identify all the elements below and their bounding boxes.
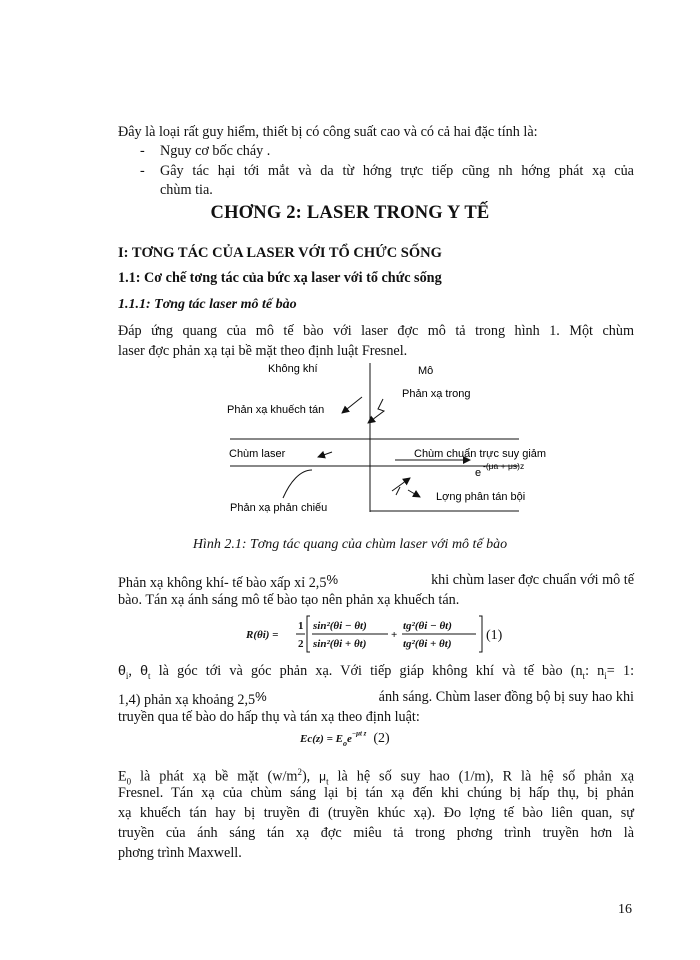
p3-text-a: là góc tới và góc phản xạ. Với tiếp giáp không khí và tế bào (n [158, 663, 583, 679]
eq1-sin-num: sin²(θi − θt) [313, 620, 367, 632]
paragraph-1-line-1: Đáp ứng quang của mô tế bào với laser đợc mô tả trong hình 1. Một chùm [118, 323, 634, 339]
theta-i: θ [118, 663, 126, 679]
scatter-arrow-2 [408, 490, 420, 497]
eq2-e: e [346, 733, 352, 745]
label-diffuse-reflection: Phản xạ khuếch tán [227, 404, 325, 416]
percent-sign: % [326, 572, 339, 587]
p4-text-c: ), [301, 768, 311, 785]
diffuse-reflection-arrow [342, 397, 362, 413]
label-air: Không khí [268, 363, 318, 375]
eq1-plus: + [391, 629, 398, 641]
p3-text-c: = 1: [606, 663, 635, 679]
n-t-sub: t [582, 670, 586, 681]
p4-text-d: là hệ số suy hao (1/m), R là hệ số phản xạ [337, 768, 635, 785]
p3-line2-a: 1,4) phản xạ khoảng 2,5 [118, 692, 256, 708]
label-tissue: Mô [418, 365, 434, 377]
eq2-lhs: Ec(z) = E [300, 733, 343, 745]
figure-caption: Hình 2.1: Tơng tác quang của chùm laser với mô tế bào [192, 537, 508, 552]
p4-e-sub: 0 [126, 776, 132, 787]
eq1-tg-den: tg²(θi + θt) [403, 638, 452, 650]
eq1-lhs: R(θi) = [246, 629, 279, 641]
bullet-dash-1: - [140, 143, 145, 159]
page-number: 16 [618, 902, 632, 917]
p3-text-b: : n [585, 663, 605, 679]
bullet-1: Nguy cơ bốc cháy . [160, 143, 271, 159]
subsection-heading: 1.1: Cơ chế tơng tác của bức xạ laser với tổ chức sống [118, 270, 442, 286]
p4-sup: 2 [297, 767, 302, 777]
paragraph-4-line-4: truyền của ánh sáng tán xạ đợc miêu tả trong phơng trình truyền hơn là [118, 825, 634, 841]
eq2-number: (2) [373, 731, 390, 746]
label-exp-power: -(μa + μs)z [483, 461, 525, 471]
label-attenuated-beam: Chùm chuẩn trực suy giảm [414, 448, 547, 460]
p3-line2-b: ánh sáng. Chùm laser đồng bộ bị suy hao khi [378, 689, 634, 705]
theta-t: θ [140, 663, 149, 679]
paragraph-3-line-1: $\theta_i$, $\theta_t$ là góc tới và góc phản xạ. Với tiếp giáp không khí và tế bào ($n_t$: $n_i= 1$: [118, 663, 635, 681]
label-exp-base: e [475, 467, 482, 479]
section-heading: I: TƠNG TÁC CỦA LASER VỚI TỔ CHỨC SỐNG [118, 245, 442, 261]
p2-text-a: Phản xạ không khí- tế bào xấp xỉ 2,5 [118, 575, 327, 591]
eq2-sub: o [342, 739, 347, 749]
eq1-tg-num: tg²(θi − θt) [403, 620, 452, 632]
theta-i-sub: i [125, 670, 129, 681]
equation-1 [246, 614, 526, 654]
eq1-number: (1) [486, 628, 503, 643]
p4-e: E [118, 768, 127, 785]
equation-2 [300, 729, 390, 753]
mu-symbol: μ [319, 769, 327, 784]
subsubsection-heading: 1.1.1: Tơng tác laser mô tế bào [118, 297, 297, 312]
label-backscatter: Lợng phân tán bội [436, 491, 526, 503]
label-specular-reflection: Phản xạ phản chiếu [230, 502, 328, 514]
eq1-half-num: 1 [298, 620, 304, 632]
scatter-arrow-1 [392, 478, 410, 491]
theta-t-sub: t [148, 670, 151, 681]
paragraph-1-line-2: laser đợc phản xạ tại bề mặt theo định luật Fresnel. [118, 343, 408, 359]
bullet-dash-2: - [140, 163, 145, 179]
paragraph-4-line-2: Fresnel. Tán xạ của chùm sáng lại bị tán xạ đến khi chúng bị hấp thụ, bị phản [118, 785, 634, 801]
p4-text-b: là phát xạ bề mặt (w/m [140, 768, 298, 785]
label-laser-beam: Chùm laser [229, 448, 286, 460]
eq1-sin-den: sin²(θi + θt) [313, 638, 367, 650]
incident-arrow [318, 452, 332, 457]
percent-sign-2: % [255, 689, 267, 704]
mu-sub: t [326, 776, 329, 787]
bullet-2-cont: chùm tia. [160, 182, 213, 198]
n-i-sub: i [604, 670, 607, 681]
bullet-2: Gây tác hại tới mắt và da từ hớng trực tiếp cũng nh hớng phát xạ của [160, 163, 634, 179]
intro-line: Đây là loại rất guy hiểm, thiết bị có công suất cao và có cả hai đặc tính là: [118, 124, 538, 140]
p2-text-b: khi chùm laser đợc chuẩn với mô tế [431, 572, 634, 588]
paragraph-4-line-5: phơng trình Maxwell. [118, 845, 242, 861]
eq2-exp: −μt z [351, 729, 367, 738]
chapter-title: CHƠNG 2: LASER TRONG Y TẾ [210, 203, 490, 223]
paragraph-4-line-3: xạ khuếch tán hay bị truyền đi (truyền khúc xạ). Đo lợng tế bào liên quan, sự [118, 805, 634, 821]
paragraph-2-line-2: bào. Tán xạ ánh sáng mô tế bào tạo nên phản xạ khuếch tán. [118, 592, 460, 608]
label-internal-reflection: Phản xạ trong [402, 388, 471, 400]
specular-curve [283, 470, 312, 498]
eq1-half-den: 2 [298, 638, 304, 650]
paragraph-3-line-3: truyền qua tế bào do hấp thụ và tán xạ theo định luật: [118, 709, 420, 725]
